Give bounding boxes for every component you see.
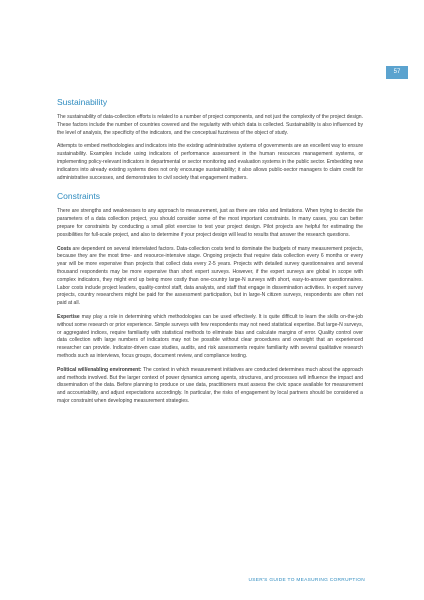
political-will-lead: Political will/enabling environment: bbox=[57, 366, 142, 373]
costs-text: are dependent on several interrelated factors. Data-collection costs tend to dominate the budgets of many measurement projects, because they are the most time- and resource-intensive stage. Ongoing projects that require data collection every 6 months or every year will be more expensive than projects that collect data every 2-5 years. Projects with detailed survey questionnaires and several thousand respondents may be more expensive than short expert surveys. However, if the expert surveys are global in scope with complex indicators, they might end up being more costly than one-country large-N surveys with short, easy-to-answer questionnaires. Labor costs include project leaders, quality-control staff, data analysts, and staff that engage in dissemination activities. In expert survey projects, country researchers might be paid for the assessment participation, but in large-N citizen surveys, respondents are often not paid at all. bbox=[57, 245, 363, 307]
sustainability-paragraph-1: The sustainability of data-collection efforts is related to a number of project components, and not just the complexity of the project design. These factors include the number of countries covered and the regularity with which data is collected. Sustainability is also influenced by the level of analysis, the specificity of the indicators, and the conceptual fuzziness of the object of study. bbox=[57, 114, 363, 136]
costs-lead: Costs bbox=[57, 245, 72, 252]
expertise-lead: Expertise bbox=[57, 313, 80, 320]
political-will-paragraph bbox=[57, 367, 363, 406]
constraints-heading: Constraints bbox=[57, 191, 100, 202]
page-content bbox=[57, 97, 363, 412]
sustainability-heading: Sustainability bbox=[57, 97, 108, 107]
page-number-tab: 57 bbox=[386, 66, 408, 79]
expertise-text: may play a role in determining which methodologies can be used effectively. It is quite difficult to learn the skills on-the-job without some research or prior experience. Simple surveys with few respondents may not need statistical expertise. But large-N surveys, or aggregated indices, require familiarity with statistical methods to eliminate bias and calculate margins of error. Quality control over data collection with large numbers of indicators may not be possible without clear procedures and oversight that an experienced researcher can provide. Indicator-driven case studies, audits, and risk assessments require familiarity with several qualitative research methods such as interviews, focus groups, document review, and compliance testing. bbox=[57, 313, 363, 359]
running-footer: USER'S GUIDE TO MEASURING CORRUPTION bbox=[248, 578, 365, 583]
sustainability-paragraph-2: Attempts to embed methodologies and indicators into the existing administrative systems of governments are an excellent way to ensure sustainability. Examples include using indicators of performance assessment in the human resources management systems, or implementing policy-relevant indicators in departmental or sector monitoring and evaluation systems in the public sector. Embedding new indicators into already existing systems does not only encourage sustainability; it also allows public-sector managers to claim credit for administrative successes, and demonstrates to civil society that engagement matters. bbox=[57, 143, 363, 181]
constraints-intro-paragraph: There are strengths and weaknesses to any approach to measurement, just as there are risks and limitations. When trying to decide the parameters of a data collection project, you should consider some of the most important constraints. In many cases, you can better prepare for constraints by conducting a small pilot exercise to test your project design. Pilot projects are helpful for estimating the possibilities for full-scale project, and also to determine if your project design will lead to results that answer the research questions. bbox=[57, 208, 363, 238]
political-will-text: The context in which measurement initiatives are conducted determines much about the approach and methods involved. But the larger context of power dynamics among agents, structures, and processes will influence the impact and dissemination of the data. Before planning to produce or use data, practitioners must assess the civic space available for measurement and accountability, and adjust expectations accordingly. In particular, the risks of engagement by local partners should be considered a major constraint when developing measurement strategies. bbox=[57, 366, 363, 404]
costs-paragraph bbox=[57, 246, 363, 308]
expertise-paragraph bbox=[57, 314, 363, 361]
